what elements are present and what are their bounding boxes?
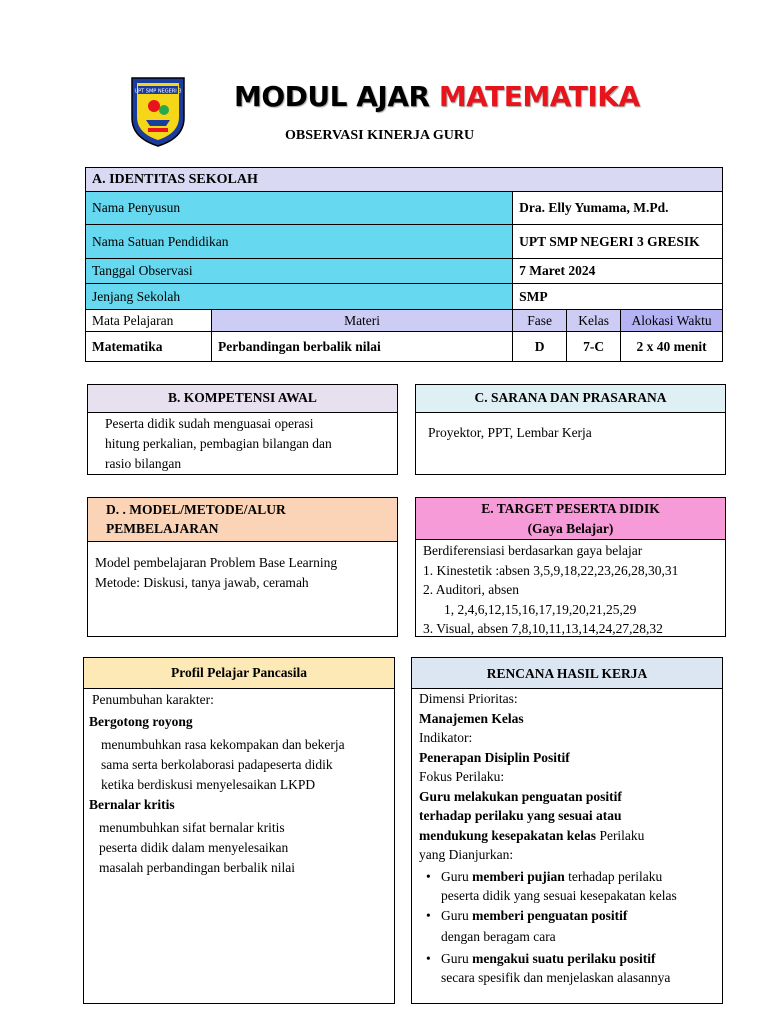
bullet-bold: memberi penguatan positif: [472, 907, 628, 923]
model-heading: [88, 498, 397, 542]
row-value-penyusun: Dra. Elly Yumama, M.Pd.: [513, 192, 723, 225]
row-label-tanggal: Tanggal Observasi: [86, 259, 513, 284]
row-label-satuan: Nama Satuan Pendidikan: [86, 225, 513, 259]
row-label-penyusun: Nama Penyusun: [86, 192, 513, 225]
fokus-tail: Perilaku: [596, 827, 645, 843]
profil-box: [83, 657, 395, 1004]
target-line: 1, 2,4,6,12,15,16,17,19,20,21,25,29: [444, 601, 637, 617]
rencana-heading: RENCANA HASIL KERJA: [412, 658, 722, 689]
row-value-satuan: UPT SMP NEGERI 3 GRESIK: [513, 225, 723, 259]
fokus-line: terhadap perilaku yang sesuai atau: [419, 808, 622, 823]
sarana-heading: C. SARANA DAN PRASARANA: [416, 385, 725, 413]
kompetensi-line: hitung perkalian, pembagian bilangan dan: [105, 436, 332, 451]
kompetensi-heading: B. KOMPETENSI AWAL: [88, 385, 397, 413]
model-box: [87, 497, 398, 637]
bullet-bold: mengakui suatu perilaku positif: [472, 950, 656, 966]
bullet-pre: Guru: [441, 868, 473, 884]
model-heading-line2: PEMBELAJARAN: [106, 521, 219, 536]
logo-text: UPT SMP NEGERI 3: [134, 88, 182, 95]
title-part-1: MODUL AJAR: [234, 80, 439, 113]
identity-heading: A. IDENTITAS SEKOLAH: [86, 168, 723, 192]
indikator-value: Penerapan Disiplin Positif: [419, 749, 570, 765]
col-materi: Materi: [212, 310, 513, 332]
model-line: Metode: Diskusi, tanya jawab, ceramah: [95, 575, 309, 590]
target-heading-line2: (Gaya Belajar): [527, 521, 614, 536]
target-line: 3. Visual, absen 7,8,10,11,13,14,24,27,28,32: [423, 621, 663, 636]
profil-sub2: Bernalar kritis: [89, 797, 175, 812]
sarana-text: Proyektor, PPT, Lembar Kerja: [428, 425, 592, 440]
profil-heading: Profil Pelajar Pancasila: [84, 658, 394, 689]
target-line: 1. Kinestetik :absen 3,5,9,18,22,23,26,28,30,31: [423, 562, 679, 578]
val-kelas: 7-C: [567, 332, 621, 362]
kompetensi-awal-box: [87, 384, 398, 475]
col-mata-pelajaran: Mata Pelajaran: [86, 310, 212, 332]
indikator-label: Indikator:: [419, 730, 473, 745]
col-fase: Fase: [513, 310, 567, 332]
bullet-cont: dengan beragam cara: [441, 929, 556, 944]
bullet-cont: peserta didik yang sesuai kesepakatan kelas: [441, 888, 677, 903]
row-label-jenjang: Jenjang Sekolah: [86, 284, 513, 310]
model-heading-line1: D. . MODEL/METODE/ALUR: [106, 502, 286, 517]
profil-sub1-line: ketika berdiskusi menyelesaikan LKPD: [101, 777, 316, 792]
row-value-jenjang: SMP: [513, 284, 723, 310]
bullet-cont: secara spesifik dan menjelaskan alasannya: [441, 970, 671, 985]
profil-sub2-line: masalah perbandingan berbalik nilai: [99, 860, 296, 875]
dimensi-value: Manajemen Kelas: [419, 710, 524, 726]
main-title: [234, 80, 640, 113]
profil-sub1: Bergotong royong: [89, 714, 193, 729]
list-item: [419, 867, 718, 906]
profil-sub1-line: menumbuhkan rasa kekompakan dan bekerja: [101, 737, 345, 752]
sarana-box: [415, 384, 726, 475]
target-line: Berdiferensiasi berdasarkan gaya belajar: [423, 543, 643, 558]
col-alokasi-waktu: Alokasi Waktu: [621, 310, 723, 332]
row-value-tanggal: 7 Maret 2024: [513, 259, 723, 284]
model-line: Model pembelajaran Problem Base Learning: [95, 555, 338, 570]
target-line: 2. Auditori, absen: [423, 582, 519, 597]
school-logo: [128, 74, 188, 148]
rencana-box: [411, 657, 723, 1004]
val-alokasi-waktu: 2 x 40 menit: [621, 332, 723, 362]
val-materi: Perbandingan berbalik nilai: [212, 332, 513, 362]
bullet-post: terhadap perilaku: [564, 868, 663, 884]
list-item: [419, 949, 718, 988]
profil-sub2-line: peserta didik dalam menyelesaikan: [99, 840, 289, 855]
fokus-label: Fokus Perilaku:: [419, 769, 505, 784]
col-kelas: Kelas: [567, 310, 621, 332]
perilaku-list: [419, 867, 718, 988]
list-item: [419, 906, 718, 947]
target-heading: [416, 498, 725, 540]
val-fase: D: [513, 332, 567, 362]
bullet-pre: Guru: [441, 950, 473, 966]
fokus-line: Guru melakukan penguatan positif: [419, 788, 622, 804]
val-mata-pelajaran: Matematika: [86, 332, 212, 362]
dimensi-label: Dimensi Prioritas:: [419, 691, 518, 706]
profil-sub2-line: menumbuhkan sifat bernalar kritis: [99, 820, 285, 835]
title-part-2: MATEMATIKA: [438, 80, 640, 113]
subtitle: OBSERVASI KINERJA GURU: [285, 128, 475, 143]
fokus-tail-2: yang Dianjurkan:: [419, 847, 514, 862]
target-box: [415, 497, 726, 637]
profil-intro: Penumbuhan karakter:: [92, 692, 214, 707]
bullet-bold: memberi pujian: [472, 868, 565, 884]
bullet-pre: Guru: [441, 907, 473, 923]
kompetensi-line: rasio bilangan: [105, 456, 182, 471]
target-heading-line1: E. TARGET PESERTA DIDIK: [481, 501, 660, 516]
fokus-line: mendukung kesepakatan kelas: [419, 827, 597, 843]
kompetensi-line: Peserta didik sudah menguasai operasi: [105, 416, 314, 431]
profil-sub1-line: sama serta berkolaborasi padapeserta didik: [101, 757, 333, 772]
identity-table: [85, 167, 723, 362]
